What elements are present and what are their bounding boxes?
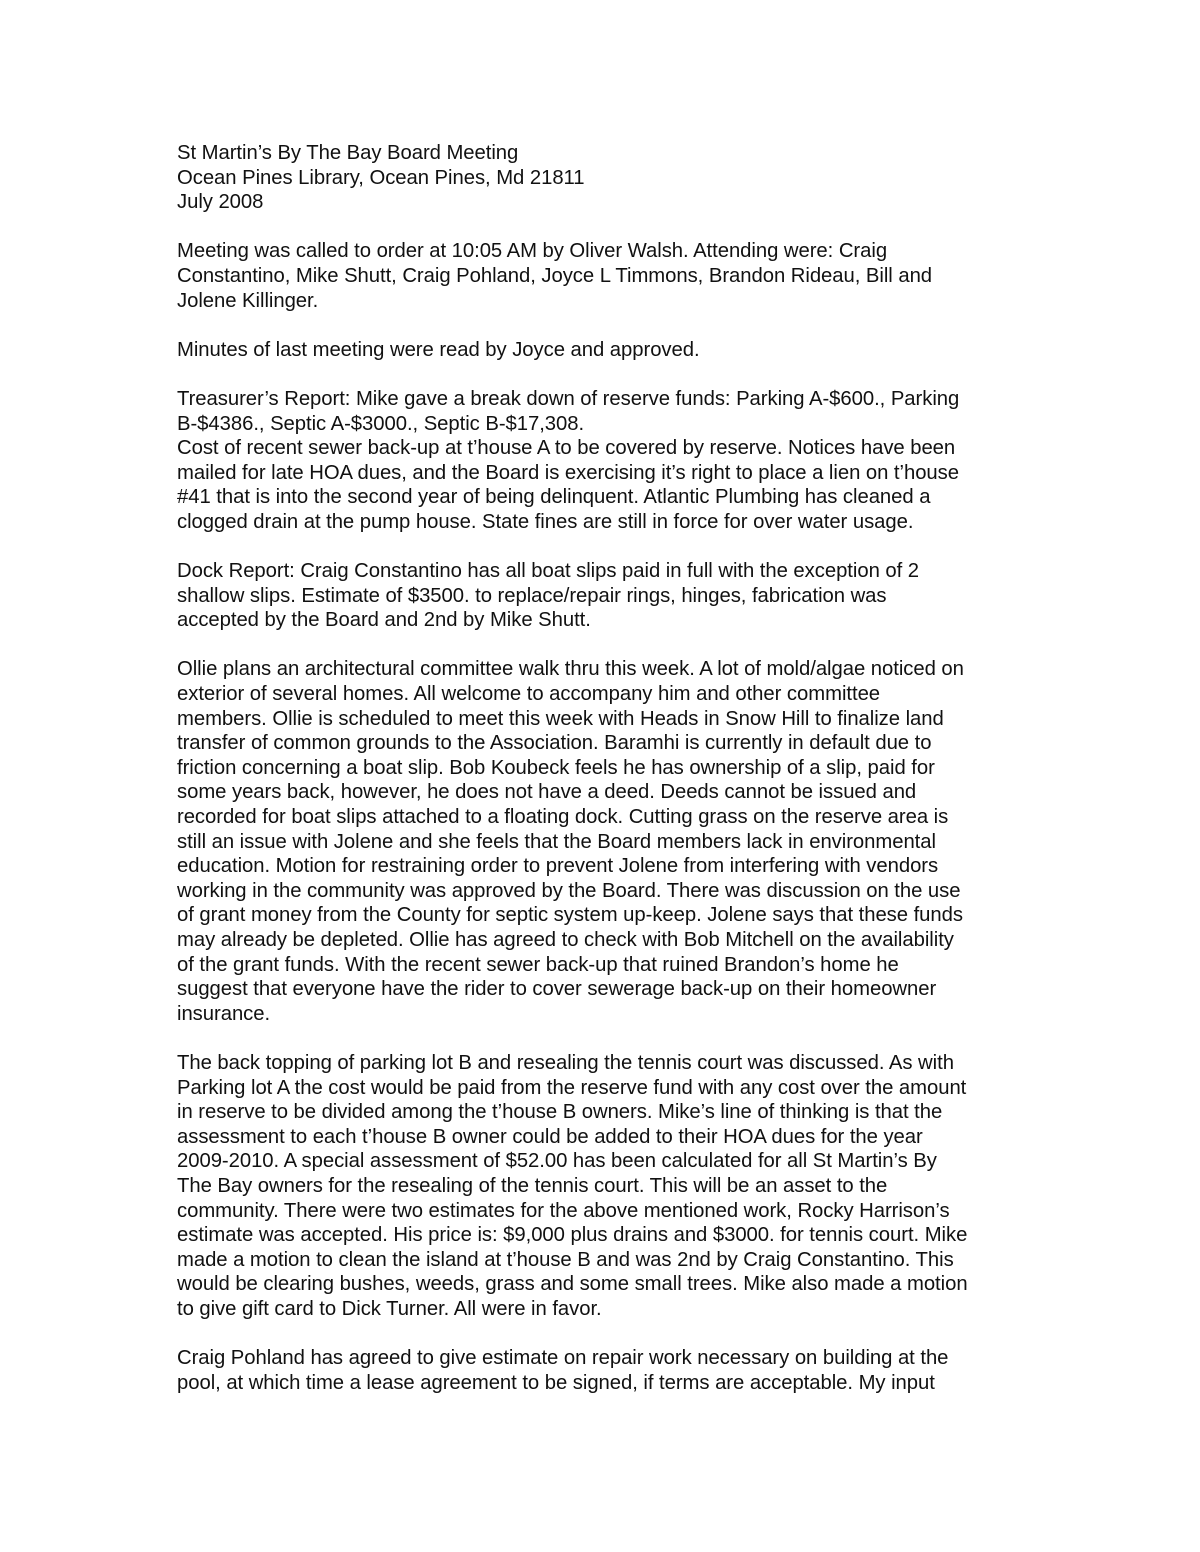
paragraph-line: exterior of several homes. All welcome to accompany him and other committee	[177, 683, 881, 706]
paragraph-line: Dock Report: Craig Constantino has all boat slips paid in full with the exception of 2	[177, 560, 920, 583]
paragraph-parking-tennis	[177, 1051, 1037, 1322]
paragraph-line: #41 that is into the second year of being delinquent. Atlantic Plumbing has cleaned a	[177, 486, 931, 509]
paragraph-line: made a motion to clean the island at t’house B and was 2nd by Craig Constantino. This	[177, 1248, 954, 1271]
meeting-title: St Martin’s By The Bay Board Meeting	[177, 142, 519, 164]
paragraph-line: may already be depleted. Ollie has agreed to check with Bob Mitchell on the availability	[177, 929, 954, 951]
paragraph-line: The Bay owners for the resealing of the tennis court. This will be an asset to the	[177, 1174, 888, 1197]
paragraph-line: estimate was accepted. His price is: $9,000 plus drains and $3000. for tennis court. Mike	[177, 1224, 968, 1247]
meeting-date: July 2008	[177, 191, 264, 214]
paragraph-line: of the grant funds. With the recent sewer back-up that ruined Brandon’s home he	[177, 953, 899, 976]
paragraph-attendance	[177, 239, 1037, 313]
paragraph-line: assessment to each t’house B owner could be added to their HOA dues for the year	[177, 1125, 923, 1148]
paragraph-line: mailed for late HOA dues, and the Board is exercising it’s right to place a lien on t’house	[177, 461, 959, 484]
paragraph-line: 2009-2010. A special assessment of $52.00 has been calculated for all St Martin’s By	[177, 1150, 937, 1173]
paragraph-line: members. Ollie is scheduled to meet this week with Heads in Snow Hill to finalize land	[177, 707, 944, 730]
paragraph-line: would be clearing bushes, weeds, grass and some small trees. Mike also made a motion	[177, 1273, 968, 1296]
paragraph-line: recorded for boat slips attached to a floating dock. Cutting grass on the reserve area is	[177, 806, 949, 829]
minutes-body	[177, 141, 1037, 1395]
paragraph-architectural-committee	[177, 657, 1037, 1026]
paragraph-line: working in the community was approved by the Board. There was discussion on the use	[177, 879, 961, 902]
paragraph-line: suggest that everyone have the rider to cover sewerage back-up on their homeowner	[177, 978, 937, 1001]
paragraph-line: some years back, however, he does not have a deed. Deeds cannot be issued and	[177, 781, 917, 804]
paragraph-line: Parking lot A the cost would be paid from the reserve fund with any cost over the amount	[177, 1076, 967, 1099]
paragraph-line: of grant money from the County for septic system up-keep. Jolene says that these funds	[177, 904, 963, 927]
paragraph-line: Craig Pohland has agreed to give estimate on repair work necessary on building at the	[177, 1347, 949, 1370]
paragraph-line: shallow slips. Estimate of $3500. to replace/repair rings, hinges, fabrication was	[177, 584, 887, 607]
paragraph-dock-report	[177, 559, 1037, 633]
paragraph-line: insurance.	[177, 1002, 271, 1025]
paragraph-line: community. There were two estimates for the above mentioned work, Rocky Harrison’s	[177, 1199, 950, 1222]
paragraph-line: accepted by the Board and 2nd by Mike Shutt.	[177, 609, 591, 632]
paragraph-line: clogged drain at the pump house. State fines are still in force for over water usage.	[177, 510, 914, 533]
paragraph-treasurer-report	[177, 387, 1037, 535]
paragraph-line: Jolene Killinger.	[177, 289, 319, 312]
paragraph-line: to give gift card to Dick Turner. All were in favor.	[177, 1297, 602, 1320]
paragraph-line: in reserve to be divided among the t’house B owners. Mike’s line of thinking is that the	[177, 1101, 943, 1124]
paragraph-pool-building	[177, 1346, 1037, 1395]
paragraph-line: The back topping of parking lot B and resealing the tennis court was discussed. As with	[177, 1051, 954, 1074]
document-header	[177, 141, 1037, 215]
paragraph-line: friction concerning a boat slip. Bob Koubeck feels he has ownership of a slip, paid for	[177, 756, 935, 779]
meeting-location: Ocean Pines Library, Ocean Pines, Md 21811	[177, 166, 585, 189]
paragraph-minutes	[177, 338, 1037, 363]
paragraph-line: Minutes of last meeting were read by Joyce and approved.	[177, 338, 700, 361]
paragraph-line: transfer of common grounds to the Association. Baramhi is currently in default due to	[177, 732, 932, 755]
paragraph-line: Ollie plans an architectural committee walk thru this week. A lot of mold/algae noticed on	[177, 658, 964, 681]
paragraph-line: education. Motion for restraining order to prevent Jolene from interfering with vendors	[177, 855, 939, 878]
paragraph-line: Meeting was called to order at 10:05 AM by Oliver Walsh. Attending were: Craig	[177, 240, 888, 263]
paragraph-line: Constantino, Mike Shutt, Craig Pohland, Joyce L Timmons, Brandon Rideau, Bill and	[177, 264, 933, 287]
paragraph-line: B-$4386., Septic A-$3000., Septic B-$17,308.	[177, 412, 585, 435]
paragraph-line: still an issue with Jolene and she feels that the Board members lack in environmental	[177, 830, 936, 853]
paragraph-line: Cost of recent sewer back-up at t’house A to be covered by reserve. Notices have been	[177, 437, 956, 460]
paragraph-line: Treasurer’s Report: Mike gave a break down of reserve funds: Parking A-$600., Parking	[177, 387, 960, 410]
paragraph-line: pool, at which time a lease agreement to be signed, if terms are acceptable. My input	[177, 1371, 935, 1394]
